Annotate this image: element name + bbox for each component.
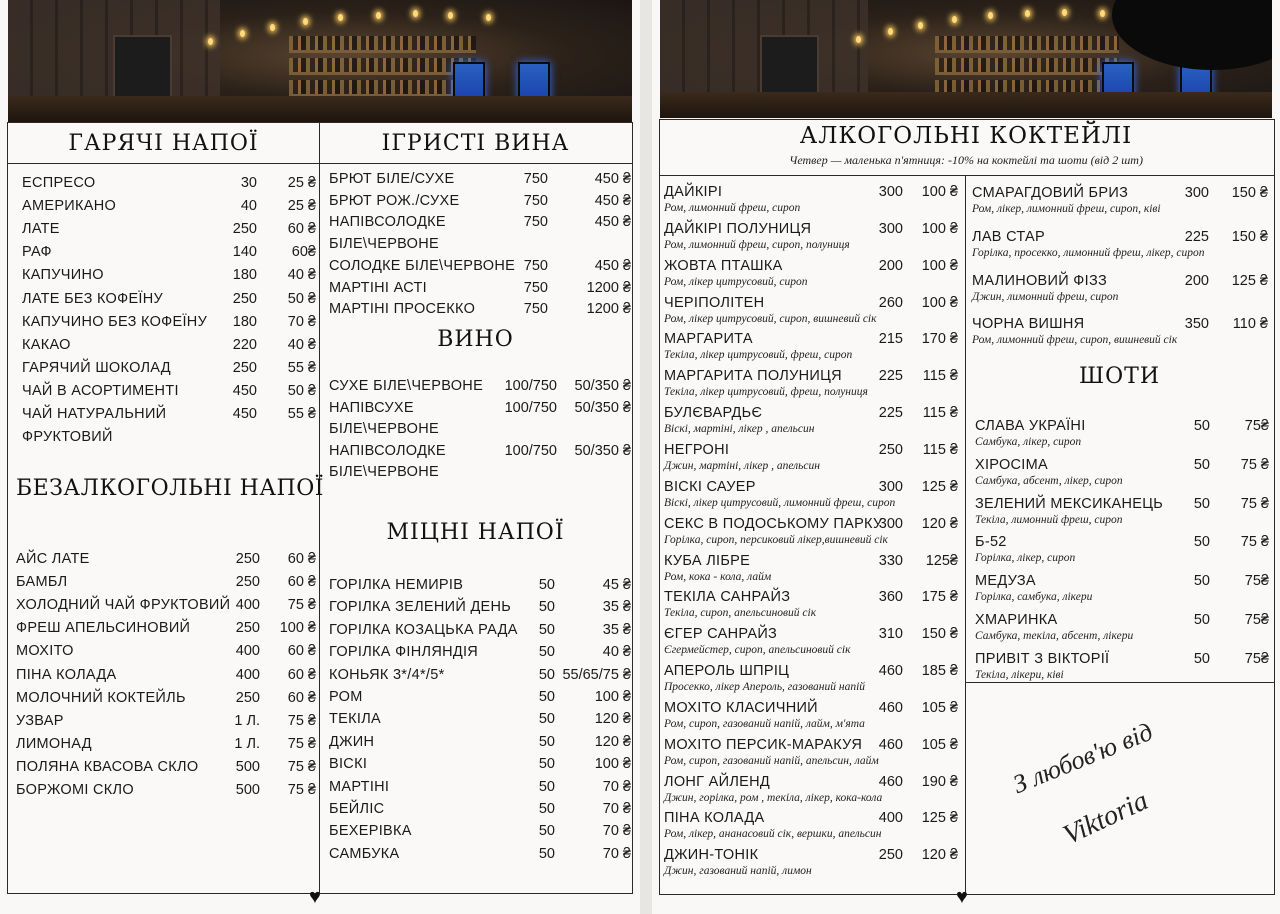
list-item-price: 110 ₴ — [1232, 316, 1268, 333]
list-item-name: ТЕКІЛА — [329, 711, 381, 728]
list-item-volume: 250 — [235, 620, 260, 637]
list-item-name: БОРЖОМІ СКЛО — [16, 782, 134, 798]
list-item-price: 185 ₴ — [921, 663, 958, 680]
list-item-volume: 100/750 — [504, 378, 557, 394]
list-item-volume: 50 — [538, 644, 555, 661]
list-item-description: Текіла, лікер цитрусовий, фреш, сироп — [664, 349, 853, 362]
list-item-volume: 100/750 — [504, 442, 557, 459]
list-item-price: 50/350 ₴ — [574, 378, 631, 394]
list-item-price: 45 ₴ — [602, 577, 631, 593]
list-item-volume: 215 — [878, 331, 903, 348]
list-item-price: 170 ₴ — [921, 331, 958, 348]
list-item-volume: 200 — [878, 257, 903, 274]
heart-icon: ♥ — [309, 886, 321, 908]
list-item-name: АПЕРОЛЬ ШПРІЦ — [664, 663, 790, 680]
list-item-name: МАРТІНІ ПРОСЕККО — [329, 301, 476, 318]
list-item-name: АМЕРИКАНО — [22, 198, 117, 215]
list-item-name: САМБУКА — [329, 845, 400, 862]
list-item-volume: 300 — [1184, 185, 1209, 201]
list-item-description: Горілка, просекко, лимонний фреш, лікер, сироп — [972, 246, 1205, 259]
list-item-name: ХМАРИНКА — [975, 612, 1058, 628]
list-item-volume: 460 — [878, 699, 903, 716]
list-item-name: БІЛЕ\ЧЕРВОНЕ — [329, 464, 439, 480]
list-item-volume: 500 — [235, 758, 260, 775]
list-item-volume: 225 — [878, 368, 903, 385]
list-item-volume: 50 — [538, 845, 555, 862]
list-item-name: ГОРІЛКА ЗЕЛЕНИЙ ДЕНЬ — [329, 599, 512, 616]
list-item-description: Ром, лимонний фреш, сироп, полуниця — [664, 238, 850, 251]
list-item-description: Ром, лимонний фреш, сироп, вишневий сік — [972, 334, 1178, 347]
list-item-volume: 350 — [1184, 316, 1209, 333]
list-item-volume: 250 — [878, 847, 903, 864]
list-item-price: 70 ₴ — [602, 823, 631, 840]
list-item-description: Горілка, самбука, лікери — [975, 591, 1093, 604]
signature-line-2: Viktoria — [1058, 785, 1153, 852]
list-item-price: 115 ₴ — [922, 368, 958, 385]
list-item-price: 70 ₴ — [602, 801, 631, 817]
list-item-volume: 250 — [878, 441, 903, 458]
list-item-name: ЛАТЕ — [22, 221, 60, 238]
list-item-description: Самбука, абсент, лікер, сироп — [975, 474, 1123, 487]
list-item-name: ЖОВТА ПТАШКА — [664, 257, 783, 274]
list-item-volume: 750 — [523, 257, 548, 274]
bar-photo — [8, 0, 632, 122]
list-item-name: СЕКС В ПОДОСЬКОМУ ПАРКУ — [664, 515, 883, 532]
list-item-description: Ром, лікер, лимонний фреш, сироп, ківі — [972, 203, 1161, 215]
hot-drinks-title: ГАРЯЧІ НАПОЇ — [68, 131, 259, 156]
list-item-volume: 400 — [235, 643, 260, 660]
list-item-description: Самбука, лікер, сироп — [975, 436, 1082, 448]
list-item-price: 75 ₴ — [287, 735, 316, 752]
list-item-name: ТЕКІЛА САНРАЙЗ — [664, 589, 791, 606]
list-item-volume: 750 — [523, 171, 548, 187]
list-item-price: 50 ₴ — [287, 382, 316, 399]
list-item-volume: 50 — [1193, 573, 1210, 590]
list-item-price: 100 ₴ — [594, 756, 631, 773]
list-item-volume: 750 — [523, 279, 548, 296]
list-item-volume: 750 — [523, 192, 548, 209]
list-item-name: НЕГРОНІ — [664, 441, 730, 458]
list-item-price: 150 ₴ — [921, 626, 958, 643]
list-item-description: Ром, сироп, газований напій, лайм, м'ята — [664, 717, 865, 730]
list-item-price: 60 ₴ — [287, 666, 316, 683]
list-item-volume: 50 — [538, 599, 555, 616]
list-item-volume: 250 — [235, 551, 260, 567]
list-item-price: 1200 ₴ — [586, 301, 631, 318]
list-item-price: 450 ₴ — [594, 171, 631, 187]
list-item-price: 25 ₴ — [287, 198, 316, 215]
list-item-name: ЛОНГ АЙЛЕНД — [664, 773, 771, 790]
list-item-price: 100 ₴ — [594, 689, 631, 705]
list-item-description: Джин, газований напій, лимон — [664, 865, 812, 878]
list-item-name: КАПУЧИНО — [22, 267, 104, 284]
list-item-price: 100 ₴ — [921, 294, 958, 311]
signature-line-1: З любов'ю від — [1008, 716, 1157, 800]
list-item-name: ЄГЕР САНРАЙЗ — [664, 626, 778, 643]
list-item-price: 450 ₴ — [594, 214, 631, 231]
list-item-volume: 180 — [232, 313, 257, 330]
list-item-name: ЕСПРЕСО — [22, 175, 96, 191]
list-item-volume: 400 — [235, 666, 260, 683]
list-item-name: ВІСКІ — [329, 756, 368, 773]
list-item-volume: 225 — [1184, 228, 1209, 245]
list-item-price: 105 ₴ — [921, 699, 958, 716]
list-item-description: Текіла, лимонний фреш, сироп — [975, 513, 1123, 526]
list-item: ФРУКТОВИЙ — [22, 429, 113, 445]
list-item-name: МОХІТО ПЕРСИК-МАРАКУЯ — [664, 736, 863, 753]
list-item-name: ХІРОСІМА — [975, 456, 1048, 473]
list-item-price: 100 ₴ — [921, 257, 958, 274]
list-item-price: 120 ₴ — [594, 733, 631, 750]
list-item-price: 60 ₴ — [287, 551, 316, 567]
list-item-name: МЕДУЗА — [975, 573, 1036, 590]
list-item-description: Просекко, лікер Апероль, газований напій — [664, 681, 866, 694]
list-item-name: КОНЬЯК 3*/4*/5* — [329, 666, 445, 683]
list-item-price: 75 ₴ — [1240, 534, 1269, 551]
list-item-description: Ром, лікер, ананасовий сік, вершки, апельсин — [664, 828, 882, 841]
list-item-name: СУХЕ БІЛЕ\ЧЕРВОНЕ — [329, 378, 484, 394]
list-item-name: КУБА ЛІБРЕ — [664, 552, 751, 569]
list-item-name: МАРГАРИТА ПОЛУНИЦЯ — [664, 368, 842, 385]
list-item-price: 120 ₴ — [594, 711, 631, 728]
list-item-name: НАПІВСОЛОДКЕ — [329, 214, 446, 231]
list-item-description: Ром, лимонний фреш, сироп — [664, 202, 801, 214]
list-item-volume: 50 — [538, 823, 555, 840]
list-item-name: МАРТІНІ — [329, 778, 390, 795]
list-item-volume: 250 — [232, 290, 257, 307]
list-item-volume: 1 Л. — [234, 712, 260, 729]
list-item-description: Текіла, лікери, ківі — [975, 668, 1064, 681]
list-item-name: СОЛОДКЕ БІЛЕ\ЧЕРВОНЕ — [329, 257, 516, 274]
list-item-price: 55 ₴ — [287, 359, 316, 376]
list-item-price: 75₴ — [1244, 612, 1269, 628]
list-item-price: 100 ₴ — [921, 220, 958, 237]
list-item-name: БРЮТ РОЖ./СУХЕ — [329, 192, 460, 209]
list-item-volume: 200 — [1184, 272, 1209, 289]
list-item-description: Єгермейстер, сироп, апельсиновий сік — [664, 644, 851, 657]
list-item-price: 115 ₴ — [922, 405, 958, 422]
list-item-price: 120 ₴ — [921, 847, 958, 864]
list-item-volume: 180 — [232, 267, 257, 284]
list-item-name: ПРИВІТ З ВІКТОРІЇ — [975, 650, 1110, 667]
list-item-price: 75₴ — [1244, 650, 1269, 667]
list-item-name: ГОРІЛКА НЕМИРІВ — [329, 577, 464, 593]
list-item-price: 75 ₴ — [1240, 456, 1269, 473]
list-item-volume: 460 — [878, 663, 903, 680]
list-item-name: БУЛЄВАРДЬЄ — [664, 405, 763, 422]
list-item-price: 75₴ — [1244, 418, 1269, 434]
list-item-volume: 1 Л. — [234, 735, 260, 752]
list-item-description: Віскі, мартіні, лікер , апельсин — [664, 423, 815, 436]
list-item-volume: 250 — [235, 689, 260, 706]
list-item-volume: 400 — [235, 597, 260, 614]
list-item-volume: 750 — [523, 214, 548, 231]
list-item-price: 75₴ — [1244, 573, 1269, 590]
list-item-name: КАПУЧИНО БЕЗ КОФЕЇНУ — [22, 313, 208, 330]
list-item-name: ХОЛОДНИЙ ЧАЙ ФРУКТОВИЙ — [16, 597, 231, 614]
list-item-name: АЙС ЛАТЕ — [16, 551, 90, 567]
soft-drinks-title: БЕЗАЛКОГОЛЬНІ НАПОЇ — [16, 476, 324, 501]
list-item-volume: 310 — [878, 626, 903, 643]
list-item-name: ЧЕРІПОЛІТЕН — [664, 294, 765, 311]
list-item-price: 40 ₴ — [287, 267, 316, 284]
list-item-price: 115 ₴ — [922, 441, 958, 458]
list-item-price: 150 ₴ — [1231, 228, 1268, 245]
list-item-name: РАФ — [22, 244, 52, 261]
list-item-name: ЛАВ СТАР — [972, 228, 1045, 245]
list-item-volume: 50 — [538, 801, 555, 817]
list-item-volume: 50 — [1193, 650, 1210, 667]
list-item-name: ДАЙКІРІ ПОЛУНИЦЯ — [664, 220, 812, 237]
list-item-name: ВІСКІ САУЕР — [664, 478, 756, 495]
list-item-volume: 50 — [1193, 495, 1210, 512]
list-item-volume: 225 — [878, 405, 903, 422]
list-item-price: 40 ₴ — [287, 336, 316, 353]
list-item-name: ГОРІЛКА ФІНЛЯНДІЯ — [329, 644, 479, 661]
list-item-price: 35 ₴ — [602, 599, 631, 616]
list-item-name: ЧАЙ НАТУРАЛЬНИЙ — [22, 406, 167, 422]
list-item-name: СМАРАГДОВИЙ БРИЗ — [972, 185, 1129, 201]
list-item-price: 60 ₴ — [287, 689, 316, 706]
list-item-name: ДЖИН-ТОНІК — [664, 847, 759, 864]
list-item-price: 55 ₴ — [287, 406, 316, 422]
list-item-volume: 50 — [1193, 534, 1210, 551]
list-item-volume: 450 — [232, 382, 257, 399]
list-item-volume: 250 — [235, 574, 260, 591]
list-item-volume: 460 — [878, 736, 903, 753]
list-item-price: 150 ₴ — [1231, 185, 1268, 201]
list-item-price: 50/350 ₴ — [574, 399, 631, 416]
list-item-volume: 50 — [1193, 418, 1210, 434]
list-item-price: 125₴ — [925, 552, 958, 569]
list-item-volume: 30 — [240, 175, 257, 191]
list-item-price: 35 ₴ — [602, 621, 631, 638]
list-item-price: 60₴ — [291, 244, 316, 261]
list-item-volume: 50 — [538, 689, 555, 705]
list-item-name: БІЛЕ\ЧЕРВОНЕ — [329, 421, 439, 437]
list-item-name: ЛАТЕ БЕЗ КОФЕЇНУ — [22, 290, 164, 307]
sparkling-wine-title: ІГРИСТІ ВИНА — [381, 131, 570, 156]
list-item-price: 125 ₴ — [1231, 272, 1268, 289]
list-item-name: ПОЛЯНА КВАСОВА СКЛО — [16, 758, 199, 775]
list-item-description: Ром, лікер цитрусовий, сироп, вишневий сік — [664, 312, 877, 325]
list-item-price: 70 ₴ — [602, 845, 631, 862]
shots-title: ШОТИ — [1079, 364, 1160, 389]
list-item-price: 125 ₴ — [921, 810, 958, 827]
list-item-description: Віскі, лікер цитрусовий, лимонний фреш, сироп — [664, 496, 896, 509]
list-item-price: 55/65/75 ₴ — [562, 666, 631, 683]
list-item-description: Ром, кока - кола, лайм — [664, 570, 772, 583]
list-item-name: ЧОРНА ВИШНЯ — [972, 316, 1085, 333]
list-item-name: ЗЕЛЕНИЙ МЕКСИКАНЕЦЬ — [975, 495, 1164, 512]
list-item-name: МАРТІНІ АСТІ — [329, 279, 428, 296]
list-item-volume: 500 — [235, 782, 260, 798]
list-item-volume: 40 — [240, 198, 257, 215]
list-item-volume: 360 — [878, 589, 903, 606]
list-item-volume: 50 — [538, 621, 555, 638]
list-item-volume: 50 — [538, 756, 555, 773]
list-item-name: ГОРІЛКА КОЗАЦЬКА РАДА — [329, 621, 518, 638]
list-item-volume: 260 — [878, 294, 903, 311]
list-item-description: Джин, мартіні, лікер , апельсин — [664, 459, 820, 472]
list-item-name: МАРГАРИТА — [664, 331, 753, 348]
list-item-volume: 300 — [878, 515, 903, 532]
list-item-name: НАПІВСОЛОДКЕ — [329, 442, 446, 459]
list-item-price: 60 ₴ — [287, 221, 316, 238]
list-item-volume: 450 — [232, 406, 257, 422]
list-item-name: БРЮТ БІЛЕ/СУХЕ — [329, 171, 455, 187]
list-item-description: Джин, лимонний фреш, сироп — [972, 290, 1119, 303]
list-item-volume: 50 — [538, 778, 555, 795]
list-item-price: 75 ₴ — [1240, 495, 1269, 512]
list-item-price: 120 ₴ — [921, 515, 958, 532]
list-item-description: Текіла, лікер цитрусовий, фреш, полуниця — [664, 386, 868, 399]
list-item-name: БЕЙЛІС — [329, 801, 385, 817]
list-item-name: УЗВАР — [16, 712, 64, 729]
list-item-name: МАЛИНОВИЙ ФІЗЗ — [972, 272, 1108, 289]
list-item-volume: 300 — [878, 220, 903, 237]
list-item-name: СЛАВА УКРАЇНІ — [975, 418, 1086, 434]
menu-page-2 — [652, 0, 1280, 914]
list-item-price: 105 ₴ — [921, 736, 958, 753]
list-item-name: КАКАО — [22, 336, 71, 353]
list-item-name: МОХІТО — [16, 643, 74, 660]
list-item-volume: 50 — [1193, 612, 1210, 628]
list-item-description: Горілка, сироп, персиковий лікер,вишневий сік — [664, 533, 888, 546]
list-item-price: 100 ₴ — [279, 620, 316, 637]
list-item-volume: 220 — [232, 336, 257, 353]
list-item-volume: 50 — [538, 666, 555, 683]
list-item-name: ДАЙКІРІ — [664, 184, 723, 200]
list-item-name: ГАРЯЧИЙ ШОКОЛАД — [22, 359, 171, 376]
list-item-name: Б-52 — [975, 534, 1007, 551]
list-item-price: 175 ₴ — [921, 589, 958, 606]
list-item-volume: 330 — [878, 552, 903, 569]
list-item-volume: 250 — [232, 359, 257, 376]
list-item-name: ЛИМОНАД — [16, 735, 92, 752]
list-item-price: 25 ₴ — [287, 175, 316, 191]
list-item-price: 125 ₴ — [921, 478, 958, 495]
list-item-name: ПІНА КОЛАДА — [664, 810, 765, 827]
list-item-name: МОХІТО КЛАСИЧНИЙ — [664, 699, 818, 716]
list-item-name: ФРЕШ АПЕЛЬСИНОВИЙ — [16, 620, 191, 637]
list-item-price: 70 ₴ — [602, 778, 631, 795]
list-item-volume: 750 — [523, 301, 548, 318]
cocktails-subtitle: Четвер — маленька п'ятниця: -10% на коктейлі та шоти (від 2 шт) — [789, 153, 1143, 167]
list-item-name: НАПІВСУХЕ — [329, 399, 414, 416]
list-item-volume: 300 — [878, 478, 903, 495]
list-item-description: Джин, горілка, ром , текіла, лікер, кока-кола — [664, 791, 883, 804]
list-item-price: 40 ₴ — [602, 644, 631, 661]
list-item-price: 450 ₴ — [594, 192, 631, 209]
list-item-volume: 140 — [232, 244, 257, 261]
bar-photo — [660, 0, 1272, 118]
list-item-price: 100 ₴ — [921, 184, 958, 200]
list-item-price: 60 ₴ — [287, 574, 316, 591]
list-item-volume: 50 — [538, 577, 555, 593]
list-item-name: МОЛОЧНИЙ КОКТЕЙЛЬ — [16, 689, 186, 706]
list-item-description: Самбука, текіла, абсент, лікери — [975, 630, 1134, 642]
list-item-name: РОМ — [329, 689, 363, 705]
list-item-price: 75 ₴ — [287, 758, 316, 775]
list-item-price: 190 ₴ — [921, 773, 958, 790]
list-item-name: БІЛЕ\ЧЕРВОНЕ — [329, 236, 439, 253]
cocktails-title: АЛКОГОЛЬНІ КОКТЕЙЛІ — [799, 123, 1133, 149]
list-item-description: Текіла, сироп, апельсиновий сік — [664, 607, 817, 620]
list-item-name: ДЖИН — [329, 733, 375, 750]
list-item-name: ПІНА КОЛАДА — [16, 666, 117, 683]
list-item-price: 75 ₴ — [287, 782, 316, 798]
strong-drinks-title: МІЦНІ НАПОЇ — [386, 520, 565, 545]
list-item-volume: 250 — [232, 221, 257, 238]
list-item-volume: 460 — [878, 773, 903, 790]
list-item-price: 450 ₴ — [594, 257, 631, 274]
list-item-price: 50/350 ₴ — [574, 442, 631, 459]
list-item-price: 1200 ₴ — [586, 279, 631, 296]
list-item-volume: 50 — [538, 733, 555, 750]
list-item-description: Горілка, лікер, сироп — [975, 552, 1076, 565]
wine-title: ВИНО — [437, 327, 514, 352]
list-item-description: Ром, лікер цитрусовий, сироп — [664, 275, 808, 288]
list-item-price: 50 ₴ — [287, 290, 316, 307]
list-item-name: БАМБЛ — [16, 574, 68, 591]
list-item-price: 60 ₴ — [287, 643, 316, 660]
list-item-name: БЕХЕРІВКА — [329, 823, 412, 840]
list-item-price: 75 ₴ — [287, 597, 316, 614]
list-item-price: 75 ₴ — [287, 712, 316, 729]
list-item-volume: 50 — [1193, 456, 1210, 473]
list-item-volume: 100/750 — [504, 399, 557, 416]
list-item-volume: 300 — [878, 184, 903, 200]
list-item-price: 70 ₴ — [287, 313, 316, 330]
list-item-name: ЧАЙ В АСОРТИМЕНТІ — [22, 382, 179, 399]
heart-icon: ♥ — [956, 886, 968, 908]
list-item-volume: 400 — [878, 810, 903, 827]
list-item-volume: 50 — [538, 711, 555, 728]
list-item-description: Ром, сироп, газований напій, апельсин, лайм — [664, 754, 879, 767]
